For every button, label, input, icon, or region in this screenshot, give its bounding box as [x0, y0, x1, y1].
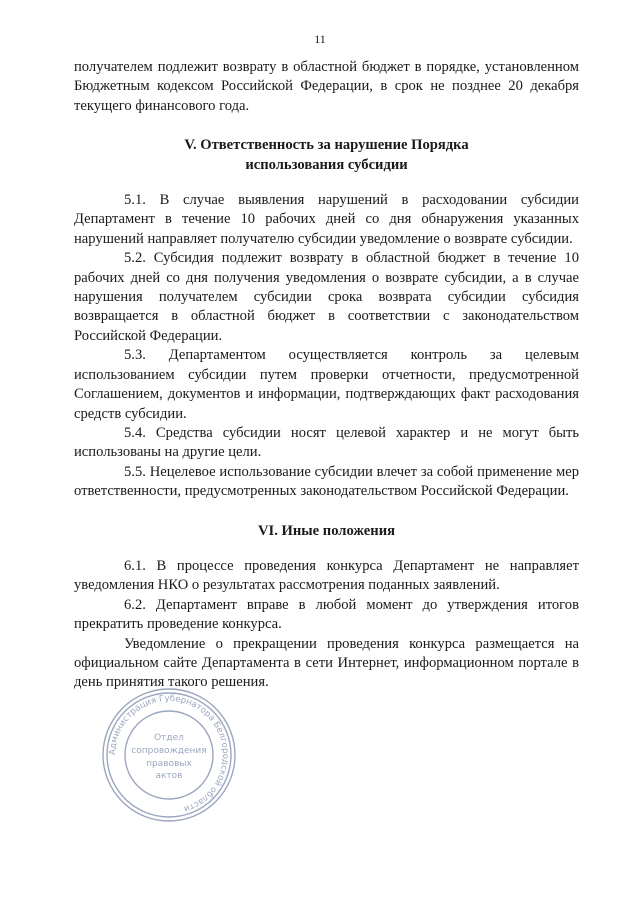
paragraph-6-3: Уведомление о прекращении проведения конкурса размещается на официальном сайте Департамента в сети Интернет, информационном портале в день принятия такого решения.	[74, 635, 579, 691]
stamp-center-line-4: актов	[155, 771, 183, 781]
stamp-center-line-2: сопровождения	[131, 746, 207, 756]
section-5-title-line-1: V. Ответственность за нарушение Порядка	[184, 137, 469, 154]
intro-paragraph: получателем подлежит возврату в областной бюджет в порядке, установленном Бюджетным кодексом Российской Федерации, в срок не позднее 20 декабря текущего финансового года.	[74, 59, 579, 114]
page-number: 11	[314, 32, 326, 46]
stamp-seal	[98, 684, 240, 826]
section-6-title: VI. Иные положения	[257, 522, 395, 539]
paragraph-6-2: 6.2. Департамент вправе в любой момент до утверждения итогов прекратить проведение конкурса.	[74, 596, 579, 633]
stamp-center-line-1: Отдел	[154, 733, 184, 743]
official-stamp	[98, 684, 240, 826]
paragraph-6-1: 6.1. В процессе проведения конкурса Департамент не направляет уведомления НКО о результатах рассмотрения поданных заявлений.	[74, 557, 579, 594]
paragraph-5-2: 5.2. Субсидия подлежит возврату в областной бюджет в течение 10 рабочих дней со дня получения уведомления о возврате субсидии, а в случае нарушения получателем субсидии срока возврата субсидии субсидия возвращается в областной бюджет в соответствии с законодательством Российской Федерации.	[74, 250, 579, 344]
stamp-center-line-3: правовых	[146, 759, 192, 769]
paragraph-5-3: 5.3. Департаментом осуществляется контроль за целевым использованием субсидии путем проверки отчетности, предусмотренной Соглашением, документов и информации, подтверждающих факт расходования средств субсидии.	[74, 347, 579, 422]
section-5-title-line-2: использования субсидии	[245, 156, 408, 173]
paragraph-5-4: 5.4. Средства субсидии носят целевой характер и не могут быть использованы на другие цели.	[74, 424, 579, 461]
document-body	[74, 58, 579, 693]
paragraph-5-5: 5.5. Нецелевое использование субсидии влечет за собой применение мер ответственности, предусмотренных законодательством Российской Федерации.	[74, 463, 579, 500]
paragraph-5-1: 5.1. В случае выявления нарушений в расходовании субсидии Департамент в течение 10 рабочих дней со дня обнаружения указанных нарушений направляет получателю субсидии уведомление о возврате субсидии.	[74, 192, 579, 247]
stamp-outer-text: Администрация Губернатора Белгородской области	[107, 693, 231, 814]
